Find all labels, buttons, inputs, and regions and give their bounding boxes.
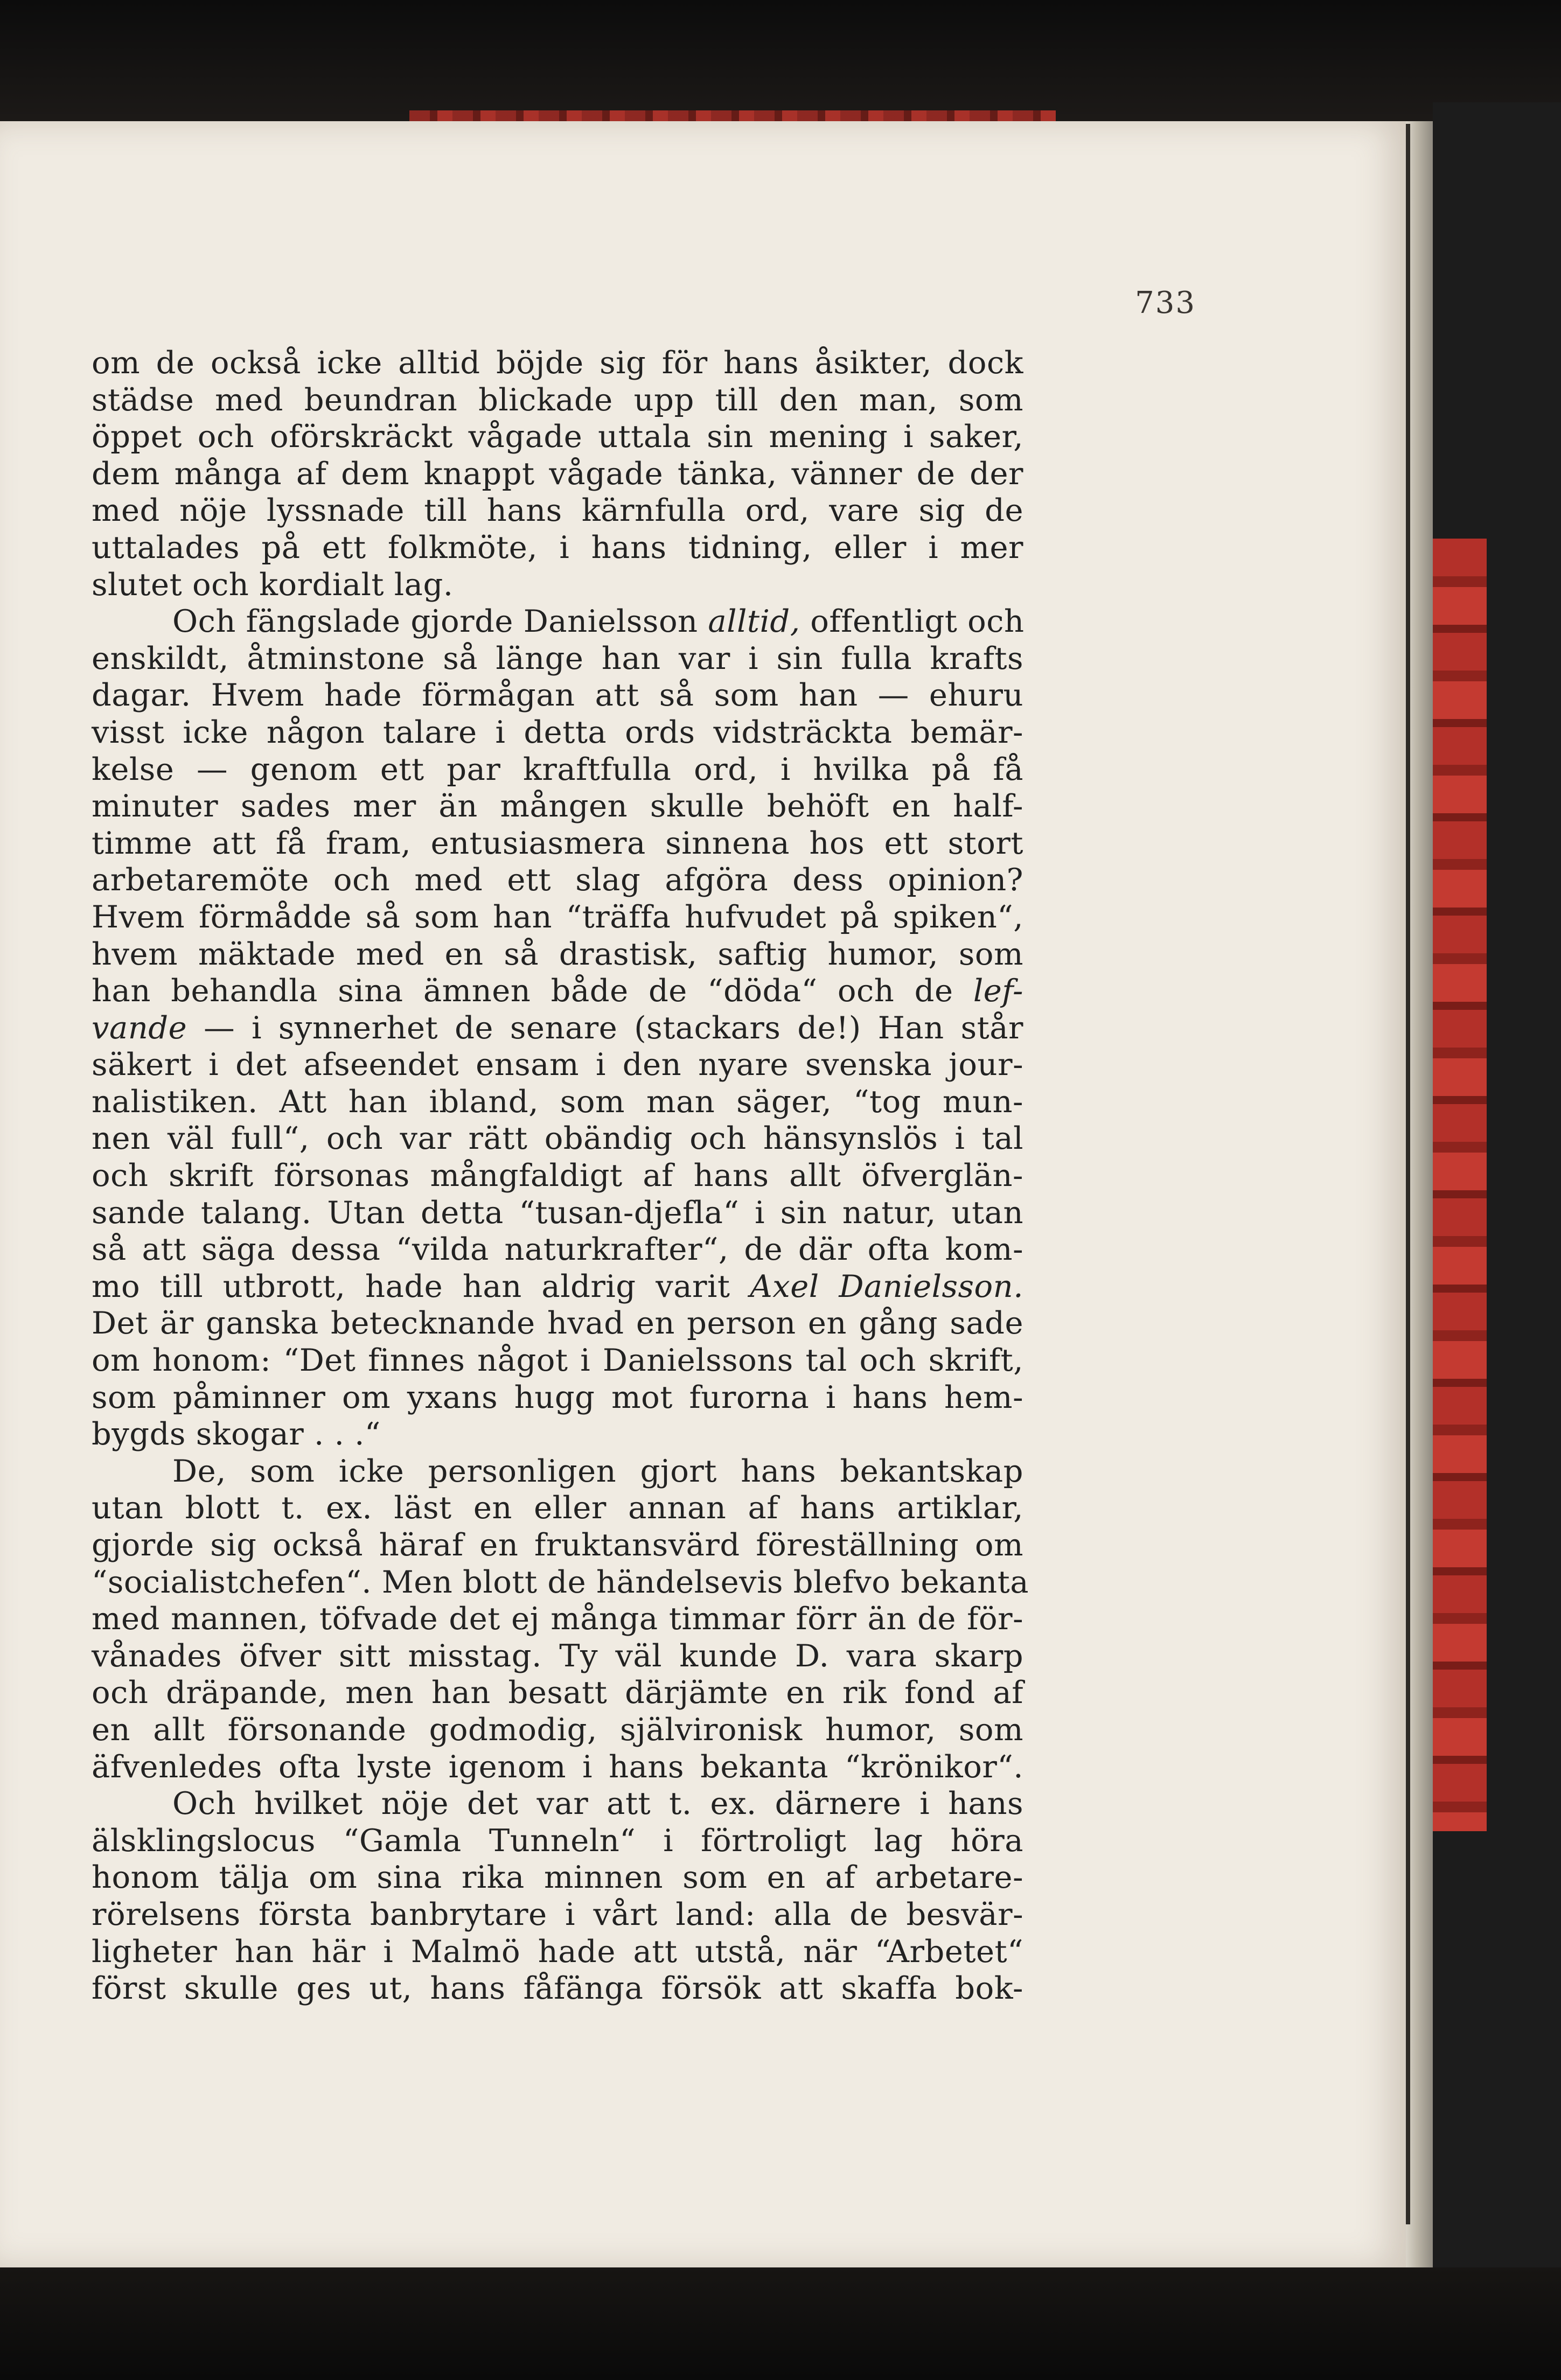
- scan-background-bottom: [0, 2267, 1561, 2380]
- body-text: [92, 345, 1029, 2007]
- text-line: om de också icke alltid böjde sig för hans åsikter, dock: [92, 345, 1023, 381]
- text-line: först skulle ges ut, hans fåfänga försök att skaffa bok-: [92, 1970, 1023, 2007]
- text-line: om honom: “Det finnes något i Danielssons tal och skrift,: [92, 1342, 1023, 1379]
- text-line: timme att få fram, entusiasmera sinnena hos ett stort: [92, 825, 1023, 861]
- text-line: med nöje lyssnade till hans kärnfulla ord, vare sig de: [92, 492, 1023, 529]
- text-line: Och hvilket nöje det var att t. ex. därnere i hans: [172, 1785, 1023, 1822]
- text-line: Hvem förmådde så som han “träffa hufvudet på spiken“,: [92, 898, 1023, 935]
- page-number: 733: [1135, 285, 1196, 320]
- text-line: som påminner om yxans hugg mot furorna i hans hem-: [92, 1379, 1023, 1415]
- text-line: “socialistchefen“. Men blott de händelsevis blefvo bekanta: [92, 1564, 1029, 1600]
- text-line: säkert i det afseendet ensam i den nyare svenska jour-: [92, 1046, 1023, 1083]
- text-line: nalistiken. Att han ibland, som man säger, “tog mun-: [92, 1083, 1023, 1120]
- text-line: städse med beundran blickade upp till den man, som: [92, 381, 1023, 418]
- text-line: med mannen, töfvade det ej många timmar förr än de för-: [92, 1601, 1023, 1637]
- page-gutter-line: [1406, 124, 1410, 2224]
- text-line: hvem mäktade med en så drastisk, saftig humor, som: [92, 936, 1023, 972]
- text-line: dem många af dem knappt vågade tänka, vänner de der: [92, 455, 1023, 492]
- text-line: utan blott t. ex. läst en eller annan af hans artiklar,: [92, 1490, 1023, 1526]
- text-line: bygds skogar . . .“: [92, 1416, 381, 1453]
- text-line: uttalades på ett folkmöte, i hans tidning, eller i mer: [92, 529, 1023, 566]
- text-line: visst icke någon talare i detta ords vidsträckta bemär-: [92, 714, 1023, 750]
- text-line: dagar. Hvem hade förmågan att så som han — ehuru: [92, 677, 1023, 714]
- text-line: mo till utbrott, hade han aldrig varit Axel Danielsson.: [92, 1268, 1023, 1304]
- text-line: vånades öfver sitt misstag. Ty väl kunde D. vara skarp: [92, 1637, 1023, 1674]
- text-line: så att säga dessa “vilda naturkrafter“, de där ofta kom-: [92, 1231, 1023, 1268]
- text-line: vande — i synnerhet de senare (stackars de!) Han står: [92, 1009, 1023, 1046]
- text-line: och dräpande, men han besatt därjämte en rik fond af: [92, 1674, 1023, 1711]
- text-line: arbetaremöte och med ett slag afgöra dess opinion?: [92, 862, 1023, 898]
- book-cover-red-binding: [1427, 539, 1487, 1831]
- text-line: kelse — genom ett par kraftfulla ord, i hvilka på få: [92, 751, 1023, 787]
- text-line: honom tälja om sina rika minnen som en af arbetare-: [92, 1859, 1023, 1896]
- text-line: Och fängslade gjorde Danielsson alltid, offentligt och: [172, 603, 1025, 640]
- text-line: De, som icke personligen gjort hans bekantskap: [172, 1453, 1023, 1489]
- scan-background-top: [0, 0, 1561, 127]
- text-line: en allt försonande godmodig, självironisk humor, som: [92, 1711, 1023, 1748]
- text-line: rörelsens första banbrytare i vårt land: alla de besvär-: [92, 1896, 1023, 1932]
- text-line: minuter sades mer än mången skulle behöft en half-: [92, 788, 1023, 825]
- text-line: slutet och kordialt lag.: [92, 566, 454, 603]
- text-line: äfvenledes ofta lyste igenom i hans bekanta “krönikor“.: [92, 1748, 1023, 1785]
- text-line: enskildt, åtminstone så länge han var i sin fulla krafts: [92, 640, 1023, 676]
- text-line: ligheter han här i Malmö hade att utstå, när “Arbetet“: [92, 1933, 1023, 1970]
- text-line: och skrift försonas mångfaldigt af hans allt öfverglän-: [92, 1157, 1023, 1194]
- text-line: älsklingslocus “Gamla Tunneln“ i förtroligt lag höra: [92, 1822, 1023, 1859]
- text-line: han behandla sina ämnen både de “döda“ och de lef-: [92, 973, 1023, 1009]
- text-line: sande talang. Utan detta “tusan-djefla“ i sin natur, utan: [92, 1194, 1023, 1231]
- text-line: öppet och oförskräckt vågade uttala sin mening i saker,: [92, 418, 1023, 455]
- text-line: Det är ganska betecknande hvad en person en gång sade: [92, 1305, 1023, 1342]
- text-line: gjorde sig också häraf en fruktansvärd föreställning om: [92, 1527, 1023, 1563]
- text-line: nen väl full“, och var rätt obändig och hänsynslös i tal: [92, 1120, 1023, 1157]
